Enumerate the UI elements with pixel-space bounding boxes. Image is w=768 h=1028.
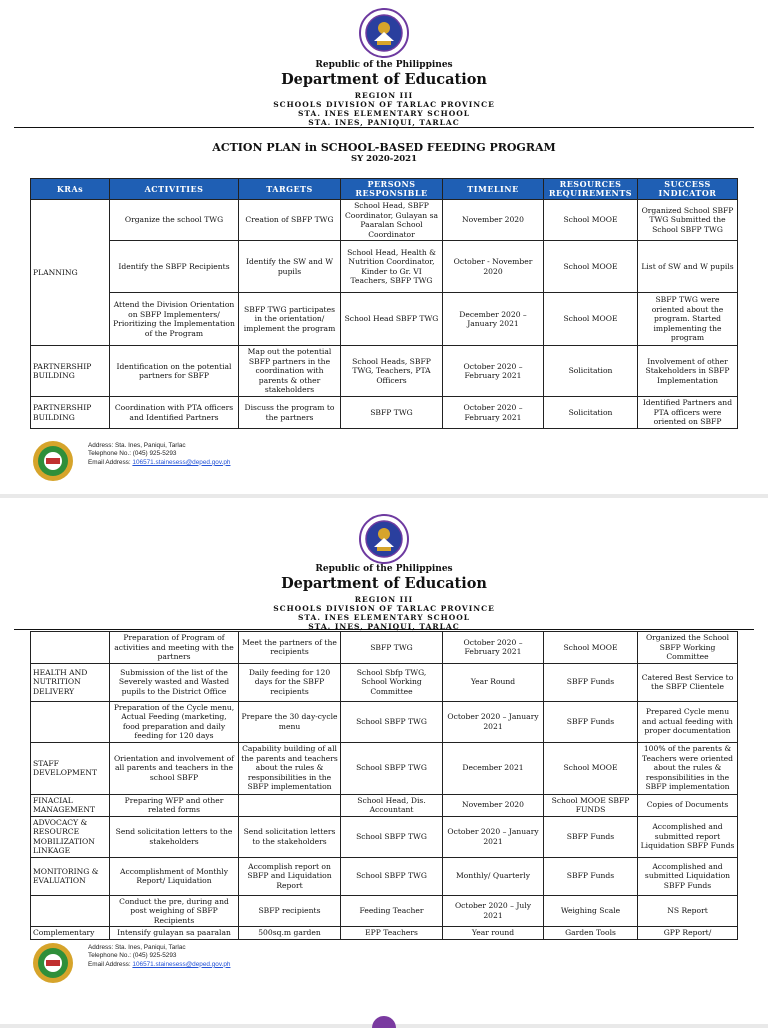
kra-cell: PARTNERSHIP BUILDING bbox=[31, 346, 110, 397]
activities-cell: Attend the Division Orientation on SBFP Implementers/ Prioritizing the Implementation of the Program bbox=[110, 293, 239, 346]
persons-cell: Feeding Teacher bbox=[341, 895, 443, 927]
kra-cell: MONITORING & EVALUATION bbox=[31, 857, 110, 895]
activities-cell: Submission of the list of the Severely wasted and Wasted pupils to the District Office bbox=[110, 663, 239, 701]
resources-cell: School MOOE SBFP FUNDS bbox=[544, 794, 638, 816]
persons-cell: SBFP TWG bbox=[341, 397, 443, 429]
footer-email-line bbox=[88, 459, 230, 467]
header-divider bbox=[14, 127, 754, 128]
kra-cell: HEALTH AND NUTRITION DELIVERY bbox=[31, 663, 110, 701]
column-header-persons: PERSONS RESPONSIBLE bbox=[341, 179, 443, 200]
targets-cell: Map out the potential SBFP partners in the coordination with parents & other stakeholders bbox=[239, 346, 341, 397]
footer-address: Address: Sta. Ines, Paniqui, Tarlac bbox=[88, 944, 186, 951]
page-2 bbox=[0, 498, 768, 1024]
targets-cell bbox=[239, 794, 341, 816]
footer-telephone: Telephone No.: (045) 925-5293 bbox=[88, 952, 177, 960]
indicator-cell: Prepared Cycle menu and actual feeding with proper documentation bbox=[638, 701, 738, 742]
table-row bbox=[31, 742, 738, 794]
timeline-cell: October 2020 – July 2021 bbox=[443, 895, 544, 927]
footer-address: Address: Sta. Ines, Paniqui, Tarlac bbox=[88, 442, 186, 449]
activities-cell: Accomplishment of Monthly Report/ Liquidation bbox=[110, 857, 239, 895]
indicator-cell: List of SW and W pupils bbox=[638, 241, 738, 293]
resources-cell: SBFP Funds bbox=[544, 816, 638, 857]
resources-cell: SBFP Funds bbox=[544, 857, 638, 895]
table-header-row bbox=[31, 179, 738, 200]
persons-cell: EPP Teachers bbox=[341, 927, 443, 940]
timeline-cell: October 2020 – January 2021 bbox=[443, 701, 544, 742]
resources-cell: Garden Tools bbox=[544, 927, 638, 940]
letterhead bbox=[0, 564, 768, 631]
page-1 bbox=[0, 0, 768, 494]
column-header-kras: KRAs bbox=[31, 179, 110, 200]
kra-cell bbox=[31, 701, 110, 742]
timeline-cell: November 2020 bbox=[443, 200, 544, 241]
indicator-cell: Accomplished and submitted report Liquidation SBFP Funds bbox=[638, 816, 738, 857]
department-name: Department of Education bbox=[281, 71, 487, 88]
table-row bbox=[31, 346, 738, 397]
resources-cell: Solicitation bbox=[544, 346, 638, 397]
targets-cell: Accomplish report on SBFP and Liquidation Report bbox=[239, 857, 341, 895]
indicator-cell: 100% of the parents & Teachers were oriented about the rules & responsibilities in the SBFP implementation bbox=[638, 742, 738, 794]
timeline-cell: November 2020 bbox=[443, 794, 544, 816]
indicator-cell: Accomplished and submitted Liquidation SBFP Funds bbox=[638, 857, 738, 895]
footer-email-label: Email Address: bbox=[88, 960, 131, 968]
school-location: STA. INES, PANIQUI, TARLAC bbox=[308, 622, 460, 631]
persons-cell: School SBFP TWG bbox=[341, 857, 443, 895]
resources-cell: School MOOE bbox=[544, 742, 638, 794]
indicator-cell: GPP Report/ bbox=[638, 927, 738, 940]
persons-cell: School Head SBFP TWG bbox=[341, 293, 443, 346]
table-row bbox=[31, 663, 738, 701]
activities-cell: Orientation and involvement of all parents and teachers in the school SBFP bbox=[110, 742, 239, 794]
division-text: SCHOOLS DIVISION OF TARLAC PROVINCE bbox=[273, 604, 495, 613]
footer-email-label: Email Address: bbox=[88, 458, 131, 466]
indicator-cell: Identified Partners and PTA officers were oriented on SBFP bbox=[638, 397, 738, 429]
division-text: SCHOOLS DIVISION OF TARLAC PROVINCE bbox=[273, 100, 495, 109]
persons-cell: School SBFP TWG bbox=[341, 742, 443, 794]
table-row bbox=[31, 701, 738, 742]
table-row bbox=[31, 241, 738, 293]
persons-cell: School Head, SBFP Coordinator, Gulayan sa Paaralan School Coordinator bbox=[341, 200, 443, 241]
region-text: REGION III bbox=[354, 595, 414, 604]
indicator-cell: Copies of Documents bbox=[638, 794, 738, 816]
activities-cell: Conduct the pre, during and post weighing of SBFP Recipients bbox=[110, 895, 239, 927]
column-header-activities: ACTIVITIES bbox=[110, 179, 239, 200]
targets-cell: Meet the partners of the recipients bbox=[239, 632, 341, 664]
resources-cell: SBFP Funds bbox=[544, 663, 638, 701]
republic-text: Republic of the Philippines bbox=[315, 60, 453, 70]
persons-cell: School Heads, SBFP TWG, Teachers, PTA Officers bbox=[341, 346, 443, 397]
school-logo-icon bbox=[32, 440, 74, 482]
targets-cell: Identify the SW and W pupils bbox=[239, 241, 341, 293]
region-text: REGION III bbox=[354, 91, 414, 100]
activities-cell: Preparation of Program of activities and meeting with the partners bbox=[110, 632, 239, 664]
table-row bbox=[31, 397, 738, 429]
activities-cell: Send solicitation letters to the stakeholders bbox=[110, 816, 239, 857]
deped-seal-icon bbox=[359, 514, 409, 564]
indicator-cell: SBFP TWG were oriented about the program. Started implementing the program bbox=[638, 293, 738, 346]
kra-cell bbox=[31, 895, 110, 927]
kra-cell: PLANNING bbox=[31, 200, 110, 346]
kra-cell: STAFF DEVELOPMENT bbox=[31, 742, 110, 794]
activities-cell: Intensify gulayan sa paaralan bbox=[110, 927, 239, 940]
timeline-cell: Year round bbox=[443, 927, 544, 940]
action-plan-table-page-1 bbox=[30, 178, 738, 429]
kra-cell: ADVOCACY & RESOURCE MOBILIZATION LINKAGE bbox=[31, 816, 110, 857]
resources-cell: School MOOE bbox=[544, 200, 638, 241]
column-header-timeline: TIMELINE bbox=[443, 179, 544, 200]
column-header-indicator: SUCCESS INDICATOR bbox=[638, 179, 738, 200]
indicator-cell: Organized School SBFP TWG Submitted the School SBFP TWG bbox=[638, 200, 738, 241]
targets-cell: 500sq.m garden bbox=[239, 927, 341, 940]
persons-cell: School Sbfp TWG, School Working Committee bbox=[341, 663, 443, 701]
timeline-cell: Year Round bbox=[443, 663, 544, 701]
footer-email-link[interactable]: 106571.stainesess@deped.gov.ph bbox=[132, 960, 231, 968]
indicator-cell: NS Report bbox=[638, 895, 738, 927]
persons-cell: SBFP TWG bbox=[341, 632, 443, 664]
deped-seal-icon bbox=[359, 8, 409, 58]
persons-cell: School SBFP TWG bbox=[341, 816, 443, 857]
action-plan-table-page-2 bbox=[30, 631, 738, 940]
school-year: SY 2020-2021 bbox=[350, 154, 417, 164]
resources-cell: School MOOE bbox=[544, 632, 638, 664]
school-name: STA. INES ELEMENTARY SCHOOL bbox=[297, 613, 471, 622]
timeline-cell: Monthly/ Quarterly bbox=[443, 857, 544, 895]
school-name: STA. INES ELEMENTARY SCHOOL bbox=[297, 109, 471, 118]
resources-cell: Weighing Scale bbox=[544, 895, 638, 927]
persons-cell: School Head, Dis. Accountant bbox=[341, 794, 443, 816]
kra-cell: Complementary bbox=[31, 927, 110, 940]
indicator-cell: Involvement of other Stakeholders in SBFP Implementation bbox=[638, 346, 738, 397]
activities-cell: Identification on the potential partners for SBFP bbox=[110, 346, 239, 397]
resources-cell: SBFP Funds bbox=[544, 701, 638, 742]
persons-cell: School SBFP TWG bbox=[341, 701, 443, 742]
column-header-targets: TARGETS bbox=[239, 179, 341, 200]
letterhead bbox=[0, 60, 768, 127]
header-divider bbox=[14, 629, 754, 630]
school-logo-icon bbox=[32, 942, 74, 984]
school-location: STA. INES, PANIQUI, TARLAC bbox=[308, 118, 460, 127]
indicator-cell: Catered Best Service to the SBFP Clientele bbox=[638, 663, 738, 701]
table-row bbox=[31, 200, 738, 241]
targets-cell: Send solicitation letters to the stakeholders bbox=[239, 816, 341, 857]
targets-cell: Discuss the program to the partners bbox=[239, 397, 341, 429]
activities-cell: Organize the school TWG bbox=[110, 200, 239, 241]
targets-cell: Prepare the 30 day-cycle menu bbox=[239, 701, 341, 742]
table-row bbox=[31, 857, 738, 895]
table-row bbox=[31, 632, 738, 664]
table-row bbox=[31, 927, 738, 940]
targets-cell: Daily feeding for 120 days for the SBFP recipients bbox=[239, 663, 341, 701]
timeline-cell: December 2020 – January 2021 bbox=[443, 293, 544, 346]
republic-text: Republic of the Philippines bbox=[315, 564, 453, 574]
timeline-cell: October 2020 – February 2021 bbox=[443, 397, 544, 429]
resources-cell: School MOOE bbox=[544, 293, 638, 346]
table-row bbox=[31, 895, 738, 927]
activities-cell: Identify the SBFP Recipients bbox=[110, 241, 239, 293]
persons-cell: School Head, Health & Nutrition Coordinator, Kinder to Gr. VI Teachers, SBFP TWG bbox=[341, 241, 443, 293]
indicator-cell: Organized the School SBFP Working Committee bbox=[638, 632, 738, 664]
resources-cell: Solicitation bbox=[544, 397, 638, 429]
table-row bbox=[31, 794, 738, 816]
document-title: ACTION PLAN in SCHOOL-BASED FEEDING PROGRAM bbox=[212, 141, 556, 154]
table-row bbox=[31, 293, 738, 346]
activities-cell: Preparation of the Cycle menu, Actual Feeding (marketing, food preparation and daily feeding for 120 days bbox=[110, 701, 239, 742]
footer-address-block bbox=[88, 944, 230, 969]
resources-cell: School MOOE bbox=[544, 241, 638, 293]
timeline-cell: October 2020 – February 2021 bbox=[443, 632, 544, 664]
targets-cell: SBFP recipients bbox=[239, 895, 341, 927]
kra-cell: PARTNERSHIP BUILDING bbox=[31, 397, 110, 429]
department-name: Department of Education bbox=[281, 575, 487, 592]
timeline-cell: December 2021 bbox=[443, 742, 544, 794]
column-header-resources: RESOURCES REQUIREMENTS bbox=[544, 179, 638, 200]
timeline-cell: October 2020 – February 2021 bbox=[443, 346, 544, 397]
kra-cell bbox=[31, 632, 110, 664]
activities-cell: Preparing WFP and other related forms bbox=[110, 794, 239, 816]
footer-address-block bbox=[88, 442, 230, 467]
timeline-cell: October - November 2020 bbox=[443, 241, 544, 293]
table-row bbox=[31, 816, 738, 857]
targets-cell: Capability building of all the parents and teachers about the rules & responsibilities in the SBFP implementation bbox=[239, 742, 341, 794]
activities-cell: Coordination with PTA officers and Identified Partners bbox=[110, 397, 239, 429]
targets-cell: Creation of SBFP TWG bbox=[239, 200, 341, 241]
footer-email-line bbox=[88, 961, 230, 969]
footer-email-link[interactable]: 106571.stainesess@deped.gov.ph bbox=[132, 458, 231, 466]
kra-cell: FINACIAL MANAGEMENT bbox=[31, 794, 110, 816]
targets-cell: SBFP TWG participates in the orientation/ implement the program bbox=[239, 293, 341, 346]
timeline-cell: October 2020 – January 2021 bbox=[443, 816, 544, 857]
footer-telephone: Telephone No.: (045) 925-5293 bbox=[88, 450, 177, 458]
